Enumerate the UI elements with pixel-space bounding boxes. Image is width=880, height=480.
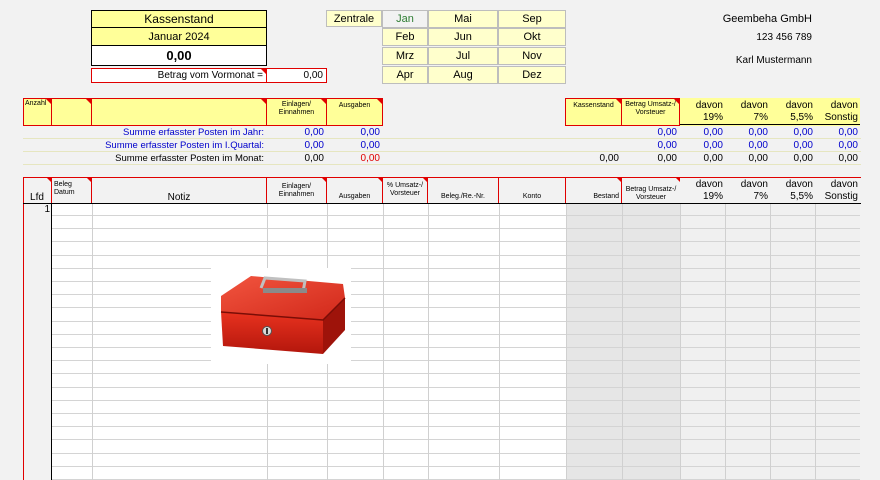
notiz-header: Notiz: [92, 177, 267, 204]
summary-label-1: Summe erfasster Posten im I.Quartal:: [105, 140, 264, 151]
summary-d19-1: 0,00: [703, 140, 723, 151]
einlagen-header: Einlagen/ Einnahmen: [266, 98, 327, 126]
table-davon-p7: davon: [740, 179, 768, 190]
summary-betrag-2: 0,00: [657, 153, 677, 164]
grid-row-line: [52, 426, 860, 427]
anzahl-header: Anzahl: [23, 98, 52, 126]
summary-header-blank-1: [51, 98, 92, 126]
grid-col-line: [566, 204, 567, 480]
table-percent-p55: 5,5%: [790, 191, 813, 202]
summary-davon-sonstig: davon: [830, 100, 858, 111]
belegnr-col-header: Beleg./Re.-Nr.: [428, 177, 499, 204]
month-button-mrz[interactable]: Mrz: [382, 47, 428, 65]
grid-col-line: [622, 204, 623, 480]
summary-d55-1: 0,00: [793, 140, 813, 151]
company-number: 123 456 789: [756, 31, 812, 43]
grid-col-line: [428, 204, 429, 480]
umsatz-col-header: % Umsatz-/ Vorsteuer: [383, 177, 428, 204]
summary-betrag-1: 0,00: [657, 140, 677, 151]
grid-row-line: [52, 281, 860, 282]
summary-einlagen-2: 0,00: [304, 153, 324, 164]
summary-d7-0: 0,00: [748, 127, 768, 138]
zentrale-button[interactable]: Zentrale: [326, 10, 382, 27]
summary-label-2: Summe erfasster Posten im Monat:: [115, 153, 264, 164]
vormonat-label: Betrag vom Vormonat =: [91, 68, 267, 83]
einlagen-col-header: Einlagen/ Einnahmen: [267, 177, 327, 204]
grid-row-line: [52, 307, 860, 308]
summary-betrag-0: 0,00: [657, 127, 677, 138]
month-button-apr[interactable]: Apr: [382, 66, 428, 84]
month-button-jul[interactable]: Jul: [428, 47, 498, 65]
summary-d19-0: 0,00: [703, 127, 723, 138]
grid-row-line: [52, 400, 860, 401]
summary-d55-0: 0,00: [793, 127, 813, 138]
grid-row-line: [52, 413, 860, 414]
grid-row-line: [52, 453, 860, 454]
beleg-datum-header: Beleg Datum: [52, 177, 92, 204]
summary-percent-sonstig: Sonstig: [824, 112, 858, 123]
company-person: Karl Mustermann: [735, 54, 812, 66]
table-davon-sonstig: davon: [830, 179, 858, 190]
grid-row-line: [52, 347, 860, 348]
month-button-dez[interactable]: Dez: [498, 66, 566, 84]
summary-davon-p19: davon: [695, 100, 723, 111]
company-name: Geembeha GmbH: [722, 13, 812, 25]
table-davon-p55: davon: [785, 179, 813, 190]
table-percent-p7: 7%: [753, 191, 768, 202]
betrag-header: Betrag Umsatz-/ Vorsteuer: [621, 98, 680, 126]
summary-d55-2: 0,00: [793, 153, 813, 164]
grid-col-line: [680, 204, 681, 480]
month-button-aug[interactable]: Aug: [428, 66, 498, 84]
table-davon-p19: davon: [695, 179, 723, 190]
kassenstand-period: Januar 2024: [91, 28, 267, 46]
konto-col-header: Konto: [499, 177, 566, 204]
month-button-jan[interactable]: Jan: [382, 10, 428, 28]
summary-ausgaben-2: 0,00: [360, 153, 380, 164]
month-button-sep[interactable]: Sep: [498, 10, 566, 28]
grid-col-line: [383, 204, 384, 480]
grid-row-line: [52, 241, 860, 242]
grid-col-line: [499, 204, 500, 480]
summary-ds-2: 0,00: [838, 153, 858, 164]
summary-d7-1: 0,00: [748, 140, 768, 151]
vormonat-value[interactable]: 0,00: [267, 68, 327, 83]
summary-davon-p7: davon: [740, 100, 768, 111]
betrag-col-header: Betrag Umsatz-/ Vorsteuer: [622, 177, 680, 204]
grid-row-line: [52, 228, 860, 229]
grid-row-line: [52, 215, 860, 216]
summary-einlagen-0: 0,00: [304, 127, 324, 138]
month-button-okt[interactable]: Okt: [498, 28, 566, 46]
summary-d19-2: 0,00: [703, 153, 723, 164]
grid-col-line: [770, 204, 771, 480]
month-button-nov[interactable]: Nov: [498, 47, 566, 65]
grid-row-line: [52, 373, 860, 374]
summary-header-blank-2: [91, 98, 267, 126]
bestand-col-header: Bestand: [566, 177, 622, 204]
grid-row-line: [52, 268, 860, 269]
grid-row-line: [52, 466, 860, 467]
ausgaben-header: Ausgaben: [326, 98, 383, 126]
grid-col-line: [815, 204, 816, 480]
grid-row-line: [52, 334, 860, 335]
grid-row-line: [52, 387, 860, 388]
summary-percent-p19: 19%: [702, 112, 723, 123]
table-percent-sonstig: Sonstig: [824, 191, 858, 202]
kassenstand-title: Kassenstand: [91, 10, 267, 28]
grid-col-line: [725, 204, 726, 480]
month-button-jun[interactable]: Jun: [428, 28, 498, 46]
first-lfd-value: 1: [44, 204, 50, 215]
grid-row-line: [52, 360, 860, 361]
summary-davon-underline: [680, 124, 860, 125]
grid-row-line: [52, 255, 860, 256]
summary-label-0: Summe erfasster Posten im Jahr:: [123, 127, 264, 138]
summary-percent-p55: 5,5%: [790, 112, 813, 123]
kassenstand-header: Kassenstand: [565, 98, 622, 126]
summary-d7-2: 0,00: [748, 153, 768, 164]
ausgaben-col-header: Ausgaben: [327, 177, 383, 204]
cash-box-icon: [211, 268, 351, 364]
grid-row-line: [52, 294, 860, 295]
grid-col-line: [92, 204, 93, 480]
month-button-feb[interactable]: Feb: [382, 28, 428, 46]
cash-box-icon: [211, 268, 351, 364]
lfd-divider: [51, 204, 52, 480]
summary-ausgaben-1: 0,00: [360, 140, 380, 151]
summary-percent-p7: 7%: [753, 112, 768, 123]
summary-ds-0: 0,00: [838, 127, 858, 138]
summary-row-line-2: [23, 164, 861, 165]
table-percent-p19: 19%: [702, 191, 723, 202]
kassenstand-value: 0,00: [91, 46, 267, 66]
grid-row-line: [52, 439, 860, 440]
summary-ausgaben-0: 0,00: [360, 127, 380, 138]
month-button-mai[interactable]: Mai: [428, 10, 498, 28]
summary-davon-p55: davon: [785, 100, 813, 111]
grid-row-line: [52, 321, 860, 322]
summary-kassenstand-2: 0,00: [599, 153, 619, 164]
summary-einlagen-1: 0,00: [304, 140, 324, 151]
lfd-header: Lfd: [23, 177, 52, 204]
summary-ds-1: 0,00: [838, 140, 858, 151]
